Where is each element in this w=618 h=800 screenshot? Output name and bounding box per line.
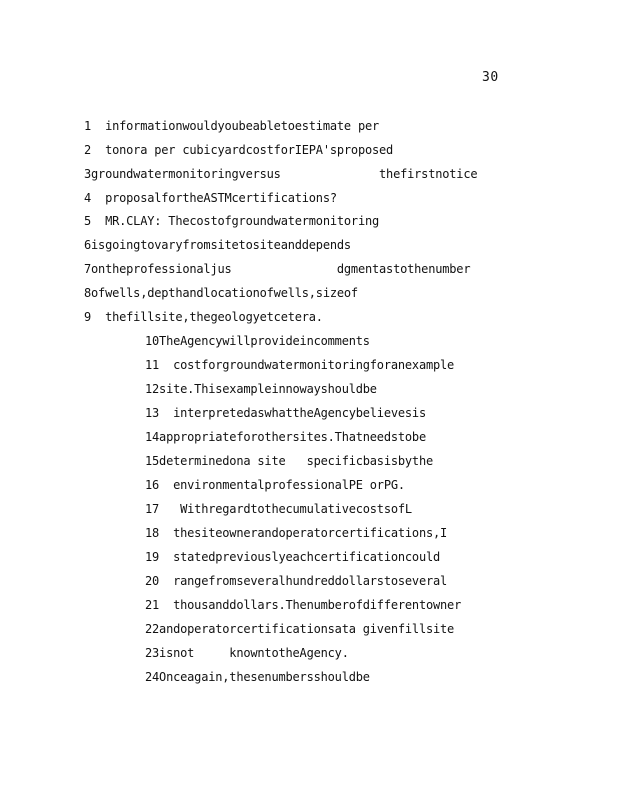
transcript-line: 10TheAgencywillprovideincomments <box>145 334 370 348</box>
transcript-line: 4 proposalfortheASTMcertifications? <box>84 191 337 205</box>
transcript-line: 3groundwatermonitoringversus thefirstnotice <box>84 167 478 181</box>
transcript-line: 6isgoingtovaryfromsitetositeanddepends <box>84 238 351 252</box>
transcript-line: 14appropriateforothersites.Thatneedstobe <box>145 430 426 444</box>
transcript-line: 8ofwells,depthandlocationofwells,sizeof <box>84 286 358 300</box>
transcript-line: 2 tonora per cubicyardcostforIEPA'sproposed <box>84 143 394 157</box>
transcript-line: 15determinedona site specificbasisbythe <box>145 454 434 468</box>
transcript-line: 13 interpretedaswhattheAgencybelievesis <box>145 406 426 420</box>
transcript-line: 18 thesiteownerandoperatorcertifications,I <box>145 526 448 540</box>
transcript-line: 23isnot knowntotheAgency. <box>145 646 349 660</box>
transcript-line: 21 thousanddollars.Thenumberofdifferentowner <box>145 598 462 612</box>
transcript-line: 1 informationwouldyoubeabletoestimate per <box>84 119 380 133</box>
page-number: 30 <box>482 70 499 85</box>
transcript-line: 19 statedpreviouslyeachcertificationcould <box>145 550 441 564</box>
transcript-line: 12site.Thisexampleinnowayshouldbe <box>145 382 377 396</box>
transcript-line: 20 rangefromseveralhundreddollarstoseveral <box>145 574 448 588</box>
transcript-line: 17 WithregardtothecumulativecostsofL <box>145 502 412 516</box>
transcript-line: 16 environmentalprofessionalPE orPG. <box>145 478 405 492</box>
transcript-line: 7ontheprofessionaljus dgmentastothenumber <box>84 262 471 276</box>
transcript-line: 5 MR.CLAY: Thecostofgroundwatermonitoring <box>84 214 380 228</box>
transcript-line: 11 costforgroundwatermonitoringforanexample <box>145 358 455 372</box>
transcript-line: 9 thefillsite,thegeologyetcetera. <box>84 310 323 324</box>
transcript-line: 22andoperatorcertificationsata givenfillsite <box>145 622 455 636</box>
transcript-line: 24Onceagain,thesenumbersshouldbe <box>145 670 370 684</box>
